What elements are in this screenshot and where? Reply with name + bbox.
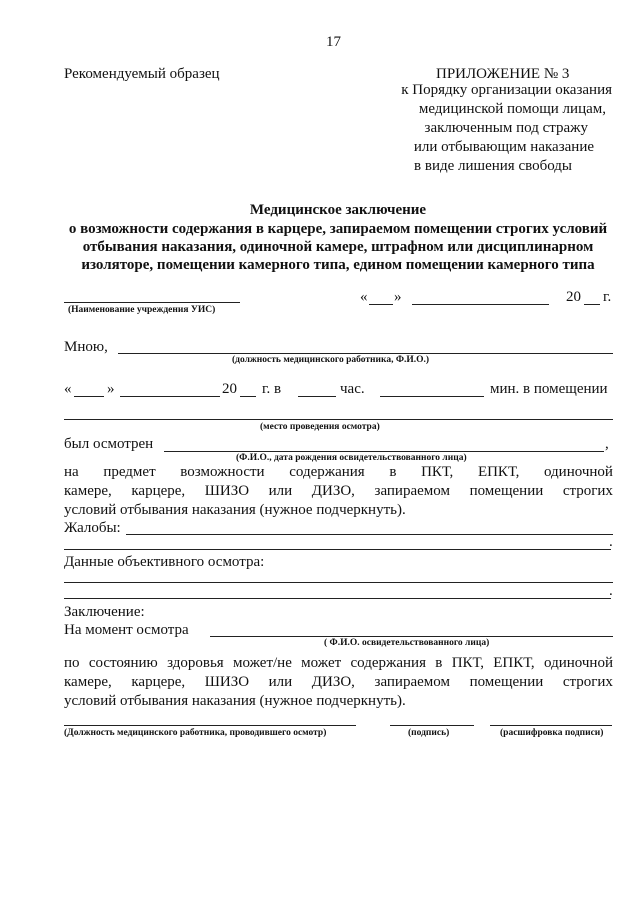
word: на [64,464,79,480]
time-open-quote: « [64,381,72,397]
appendix-subtitle [340,81,612,176]
document-subtitle-line: о возможности содержания в карцере, запираемом помещении строгих условий [68,221,608,237]
word: строгих [562,483,613,499]
time-month-field[interactable] [120,396,220,397]
word: в [435,655,443,671]
document-subtitle-line: отбывания наказания, одиночной камере, штрафном или дисциплинарном [82,239,594,255]
word: ДИЗО, [311,674,355,690]
examined-person-field[interactable] [164,451,604,452]
subject-paragraph-line2 [64,483,613,500]
document-subtitle-line: изоляторе, помещении камерного типа, едином помещении камерного типа [81,257,595,273]
hours-field[interactable] [298,396,336,397]
word: ШИЗО [204,674,250,690]
subject-paragraph-line1 [64,464,613,481]
complaints-label: Жалобы: [64,520,121,536]
word: одиночной [544,655,613,671]
word: карцере, [131,483,186,499]
word: строгих [562,674,613,690]
word: ЕПКТ, [477,464,520,480]
position-signature-field[interactable] [64,725,356,726]
signature-decoding-field[interactable] [490,725,612,726]
word: в [389,464,397,480]
subject-paragraph-line3: условий отбывания наказания (нужное подчеркнуть). [64,502,406,518]
word: или [268,483,293,499]
date-open-quote: « [360,289,368,305]
appendix-title: ПРИЛОЖЕНИЕ № 3 [436,66,570,82]
by-me-label: Мною, [64,339,108,355]
word: помещении [469,483,544,499]
signature-field[interactable] [390,725,474,726]
word: содержания [289,464,365,480]
document-title: Медицинское заключение [249,202,427,218]
health-paragraph-line1 [64,655,613,672]
complaints-period: . [609,534,613,550]
signature-decoding-caption: (расшифровка подписи) [500,728,604,738]
word: состоянию [88,655,158,671]
examined-comma: , [605,436,609,452]
appendix-line: заключенным под стражу [424,120,588,136]
word: предмет [103,464,156,480]
signature-caption: (подпись) [408,728,450,738]
word: ДИЗО, [311,483,355,499]
moment-label: На момент осмотра [64,622,189,638]
word: карцере, [131,674,186,690]
conclusion-label: Заключение: [64,604,145,620]
word: помещении [469,674,544,690]
complaints-field[interactable] [126,534,613,535]
complaints-field-2[interactable] [64,549,611,550]
word: запираемом [374,674,450,690]
page-number: 17 [326,34,341,50]
objective-exam-label: Данные объективного осмотра: [64,554,265,570]
word: камере, [64,483,112,499]
year-suffix: г. [603,289,612,305]
examined-caption: (Ф.И.О., дата рождения освидетельствованного лица) [236,453,467,463]
word: запираемом [374,483,450,499]
word: содержания [350,655,426,671]
appendix-line: или отбывающим наказание [413,139,594,155]
hours-label: час. [340,381,365,397]
appendix-line: к Порядку организации оказания [401,82,612,98]
institution-field[interactable] [64,302,240,303]
year-field[interactable] [584,304,600,305]
word: возможности [180,464,265,480]
word: ПКТ, [421,464,454,480]
time-close-quote: » [107,381,115,397]
word: камере, [64,674,112,690]
institution-caption: (Наименование учреждения УИС) [68,305,216,315]
examiner-caption: (должность медицинского работника, Ф.И.О.) [232,355,430,365]
word: ЕПКТ, [493,655,535,671]
objective-exam-field-2[interactable] [64,598,611,599]
word: по [64,655,80,671]
position-caption: (Должность медицинского работника, проводившего осмотр) [64,728,327,738]
year-prefix: 20 [566,289,581,305]
time-in-label: г. в [262,381,282,397]
word: здоровья [167,655,224,671]
minutes-room-label: мин. в помещении [490,381,608,397]
minutes-field[interactable] [380,396,484,397]
word: может/не [233,655,292,671]
place-field[interactable] [64,419,613,420]
health-paragraph-line2 [64,674,613,691]
health-paragraph-line3: условий отбывания наказания (нужное подчеркнуть). [64,693,406,709]
day-field[interactable] [369,304,393,305]
appendix-line: медицинской помощи лицам, [418,101,606,117]
word: может [301,655,342,671]
recommended-sample-label: Рекомендуемый образец [64,66,220,82]
appendix-line: в виде лишения свободы [414,158,572,174]
word: ПКТ, [451,655,484,671]
month-field[interactable] [412,304,549,305]
word: одиночной [543,464,613,480]
word: или [268,674,293,690]
date-close-quote: » [394,289,402,305]
place-caption: (место проведения осмотра) [260,422,380,432]
time-year-field[interactable] [240,396,256,397]
moment-person-field[interactable] [210,636,613,637]
examiner-field[interactable] [118,353,613,354]
moment-caption: ( Ф.И.О. освидетельствованного лица) [324,638,490,648]
word: ШИЗО [204,483,250,499]
objective-period: . [609,583,613,599]
objective-exam-field[interactable] [64,582,613,583]
time-year-prefix: 20 [222,381,237,397]
examined-label: был осмотрен [64,436,154,452]
time-day-field[interactable] [74,396,104,397]
